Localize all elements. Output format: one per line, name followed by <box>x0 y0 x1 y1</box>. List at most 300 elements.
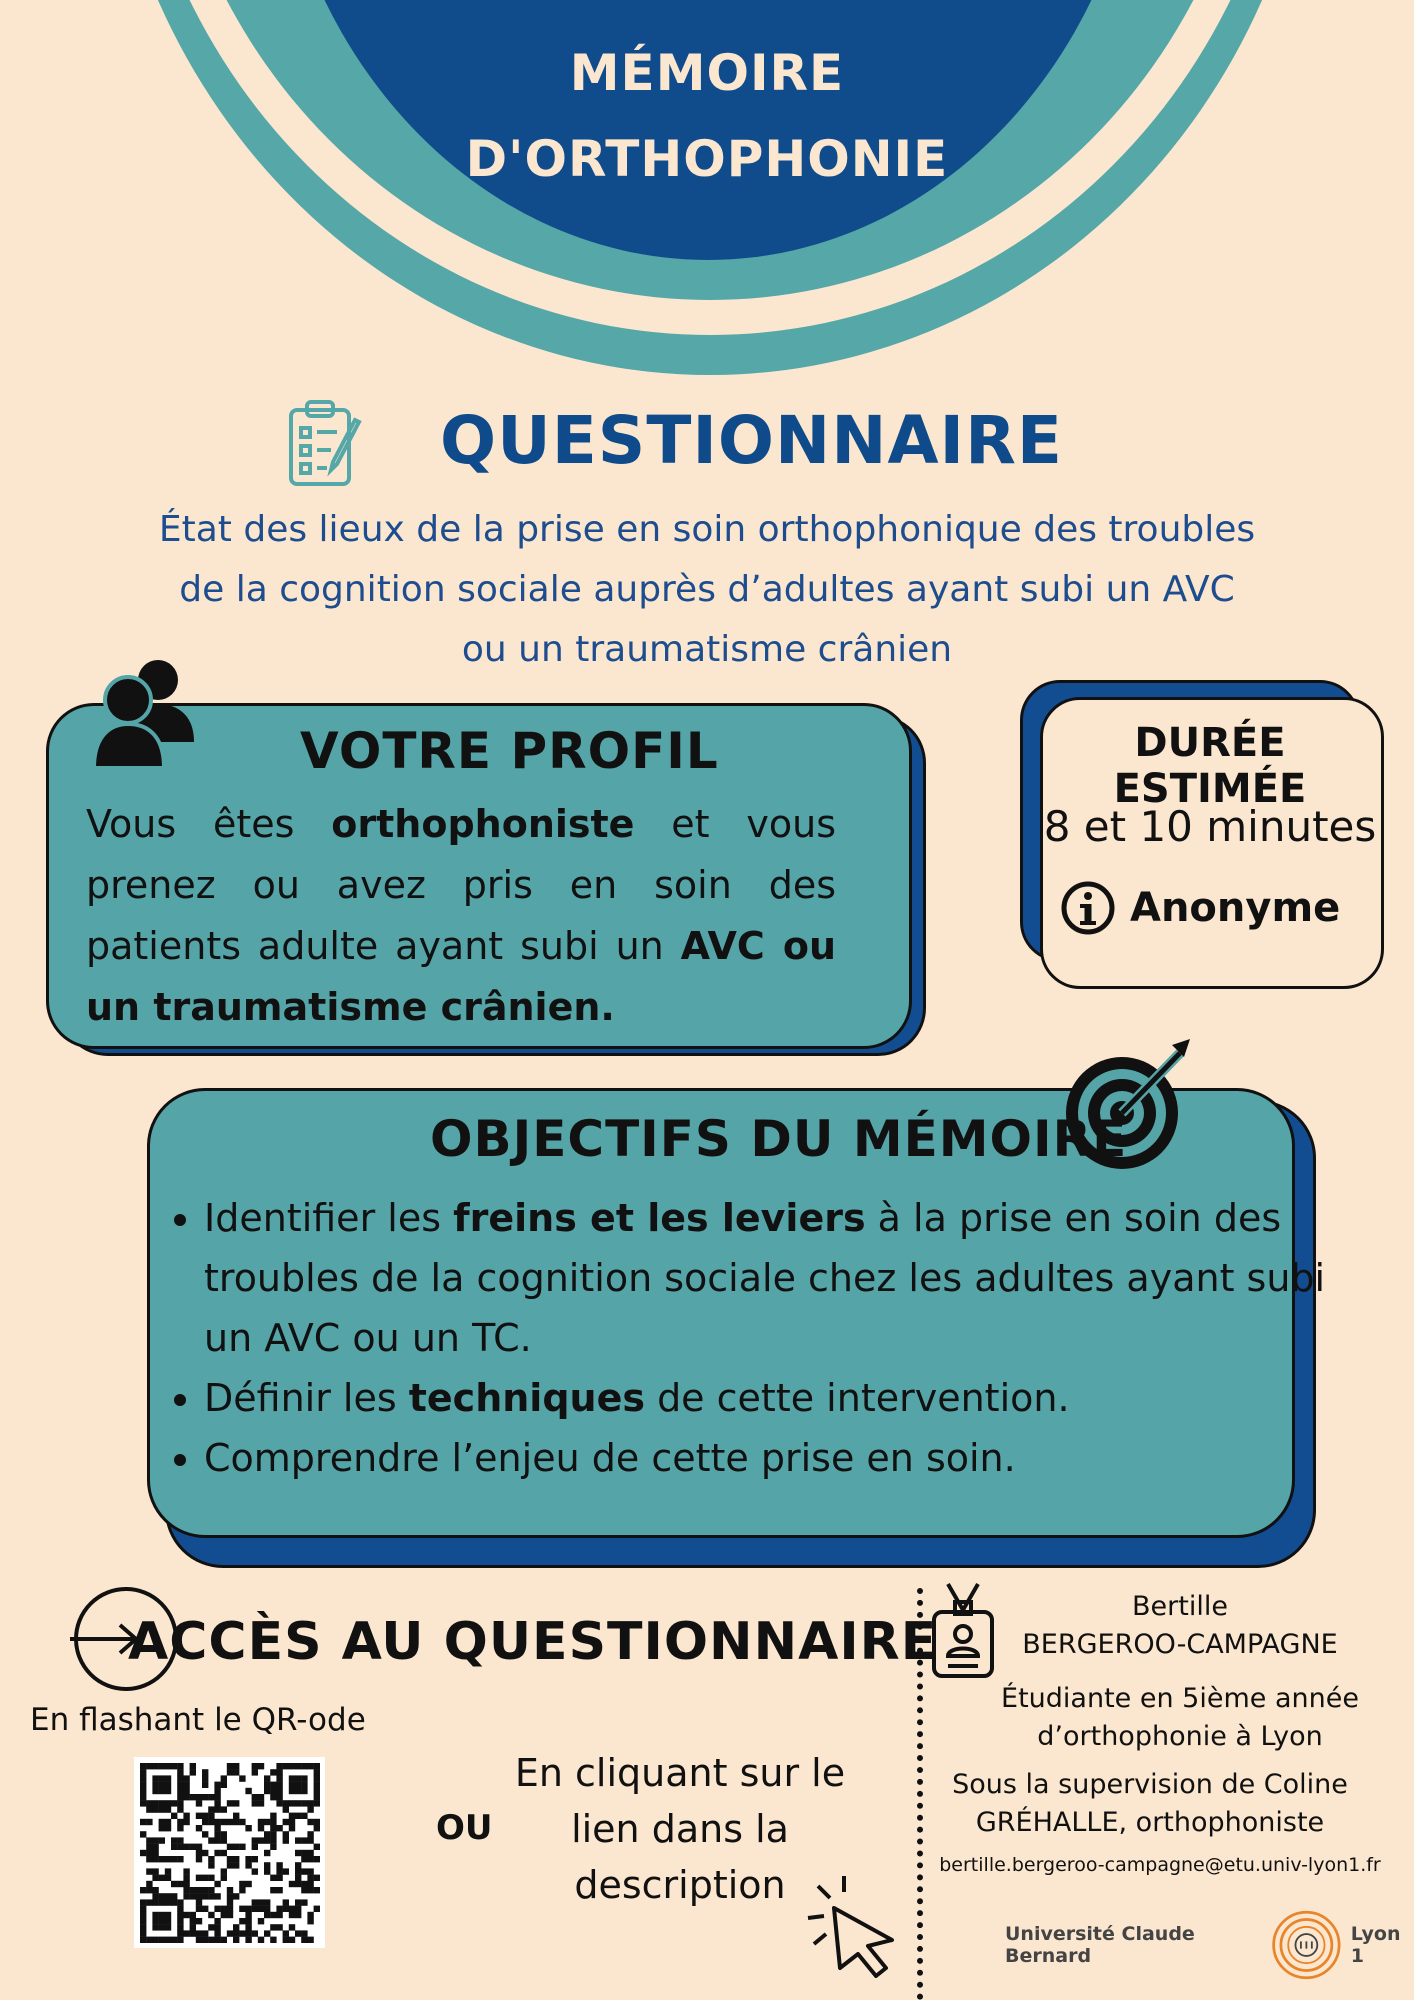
qr-module <box>227 1899 233 1905</box>
link-instruction-line-3: description <box>574 1863 786 1907</box>
qr-instruction: En flashant le QR-ode <box>30 1702 366 1738</box>
qr-module <box>283 1800 289 1806</box>
qr-module <box>202 1850 208 1856</box>
qr-module <box>301 1930 307 1936</box>
author-last-name: BERGEROO-CAMPAGNE <box>1022 1629 1338 1660</box>
qr-module <box>202 1813 208 1819</box>
qr-module <box>270 1819 276 1825</box>
qr-module <box>307 1850 313 1856</box>
qr-module <box>227 1887 233 1893</box>
qr-module <box>289 1775 295 1781</box>
qr-module <box>301 1763 307 1769</box>
qr-module <box>245 1906 251 1912</box>
qr-module <box>276 1875 282 1881</box>
qr-module <box>314 1800 320 1806</box>
qr-module <box>239 1930 245 1936</box>
qr-module <box>165 1819 171 1825</box>
qr-module <box>233 1813 239 1819</box>
qr-module <box>177 1775 183 1781</box>
qr-module <box>208 1813 214 1819</box>
qr-module <box>190 1887 196 1893</box>
qr-module <box>196 1825 202 1831</box>
qr-module <box>289 1813 295 1819</box>
qr-module <box>165 1918 171 1924</box>
university-emblem-icon <box>1270 1905 1343 1985</box>
qr-module <box>252 1837 258 1843</box>
qr-module <box>214 1800 220 1806</box>
qr-module <box>221 1831 227 1837</box>
qr-module <box>307 1881 313 1887</box>
profil-text <box>86 794 836 1038</box>
qr-module <box>196 1893 202 1899</box>
qr-module <box>289 1782 295 1788</box>
qr-module <box>276 1825 282 1831</box>
qr-module <box>307 1937 313 1943</box>
qr-module <box>264 1837 270 1843</box>
qr-module <box>183 1881 189 1887</box>
qr-module <box>252 1800 258 1806</box>
qr-module <box>165 1893 171 1899</box>
qr-module <box>140 1769 146 1775</box>
qr-module <box>159 1856 165 1862</box>
qr-module <box>314 1782 320 1788</box>
author-email[interactable]: bertille.bergeroo-campagne@etu.univ-lyon1.fr <box>939 1854 1381 1876</box>
supervision <box>930 1766 1370 1842</box>
qr-module <box>202 1893 208 1899</box>
objectif-bold: techniques <box>408 1376 645 1420</box>
qr-module <box>295 1837 301 1843</box>
qr-module <box>165 1912 171 1918</box>
qr-module <box>171 1881 177 1887</box>
qr-module <box>171 1813 177 1819</box>
qr-module <box>245 1930 251 1936</box>
qr-module <box>177 1800 183 1806</box>
qr-module <box>196 1899 202 1905</box>
qr-module <box>227 1856 233 1862</box>
qr-module <box>295 1763 301 1769</box>
qr-module <box>159 1763 165 1769</box>
qr-module <box>146 1881 152 1887</box>
qr-module <box>208 1862 214 1868</box>
qr-module <box>295 1775 301 1781</box>
qr-module <box>258 1906 264 1912</box>
qr-module <box>159 1893 165 1899</box>
qr-module <box>283 1906 289 1912</box>
qr-module <box>159 1912 165 1918</box>
qr-module <box>301 1868 307 1874</box>
qr-module <box>208 1875 214 1881</box>
subtitle-line-2: de la cognition sociale auprès d’adultes ayant subi un AVC <box>179 569 1235 610</box>
qr-module <box>295 1813 301 1819</box>
qr-module <box>208 1819 214 1825</box>
qr-module <box>245 1788 251 1794</box>
qr-module <box>233 1893 239 1899</box>
qr-module <box>314 1769 320 1775</box>
objectif-text: à la prise en soin des troubles de la cognition sociale chez les adultes ayant subi un AVC ou un TC. <box>204 1196 1326 1360</box>
people-icon <box>92 656 196 768</box>
qr-module <box>295 1862 301 1868</box>
author-status <box>980 1680 1380 1756</box>
qr-module <box>152 1912 158 1918</box>
qr-module <box>227 1906 233 1912</box>
qr-module <box>214 1806 220 1812</box>
qr-module <box>301 1881 307 1887</box>
profil-title: VOTRE PROFIL <box>300 722 719 780</box>
qr-module <box>264 1788 270 1794</box>
qr-module <box>295 1912 301 1918</box>
qr-module <box>214 1881 220 1887</box>
qr-module <box>307 1912 313 1918</box>
qr-module <box>183 1912 189 1918</box>
qr-module <box>252 1930 258 1936</box>
qr-module <box>202 1930 208 1936</box>
qr-module <box>301 1782 307 1788</box>
qr-module <box>159 1918 165 1924</box>
qr-module <box>258 1937 264 1943</box>
qr-module <box>152 1924 158 1930</box>
qr-module <box>159 1782 165 1788</box>
qr-module <box>264 1831 270 1837</box>
qr-module <box>140 1819 146 1825</box>
qr-module <box>270 1875 276 1881</box>
qr-module <box>233 1862 239 1868</box>
university-name-left: Université Claude Bernard <box>1005 1923 1195 1967</box>
qr-module <box>196 1918 202 1924</box>
qr-module <box>140 1782 146 1788</box>
qr-module <box>307 1837 313 1843</box>
qr-module <box>177 1806 183 1812</box>
qr-module <box>314 1763 320 1769</box>
qr-module <box>283 1899 289 1905</box>
qr-module <box>159 1937 165 1943</box>
qr-module <box>183 1782 189 1788</box>
qr-module <box>314 1794 320 1800</box>
qr-module <box>140 1788 146 1794</box>
qr-module <box>183 1868 189 1874</box>
profil-bold-avc: AVC ou un traumatisme crânien. <box>86 924 836 1029</box>
qr-module <box>301 1850 307 1856</box>
qr-module <box>183 1788 189 1794</box>
qr-module <box>165 1825 171 1831</box>
qr-module <box>295 1868 301 1874</box>
qr-module <box>270 1937 276 1943</box>
qr-module <box>264 1782 270 1788</box>
qr-module <box>295 1875 301 1881</box>
qr-module <box>214 1819 220 1825</box>
questionnaire-subtitle <box>60 500 1354 680</box>
qr-module <box>196 1794 202 1800</box>
qr-module <box>196 1887 202 1893</box>
qr-module <box>146 1819 152 1825</box>
qr-module <box>227 1763 233 1769</box>
qr-module <box>214 1782 220 1788</box>
qr-module <box>165 1899 171 1905</box>
qr-module <box>245 1937 251 1943</box>
qr-module <box>202 1794 208 1800</box>
qr-module <box>165 1806 171 1812</box>
subtitle-line-3: ou un traumatisme crânien <box>461 629 953 670</box>
qr-module <box>301 1887 307 1893</box>
qr-module <box>276 1775 282 1781</box>
qr-module <box>152 1775 158 1781</box>
qr-module <box>239 1881 245 1887</box>
qr-module <box>270 1825 276 1831</box>
qr-module <box>221 1782 227 1788</box>
qr-module <box>165 1937 171 1943</box>
qr-module <box>208 1856 214 1862</box>
qr-module <box>214 1893 220 1899</box>
duree-title: DURÉE ESTIMÉE <box>1113 720 1307 812</box>
qr-module <box>140 1800 146 1806</box>
qr-module <box>152 1763 158 1769</box>
qr-module <box>165 1868 171 1874</box>
qr-module <box>307 1800 313 1806</box>
qr-module <box>152 1875 158 1881</box>
qr-module <box>252 1899 258 1905</box>
supervision-line-2: GRÉHALLE, orthophoniste <box>975 1807 1325 1838</box>
qr-module <box>301 1937 307 1943</box>
id-badge-icon <box>928 1580 998 1680</box>
qr-module <box>190 1763 196 1769</box>
qr-module <box>183 1875 189 1881</box>
qr-module <box>159 1837 165 1843</box>
qr-module <box>289 1906 295 1912</box>
qr-module <box>152 1893 158 1899</box>
qr-module <box>190 1893 196 1899</box>
qr-module <box>146 1837 152 1843</box>
qr-module <box>159 1800 165 1806</box>
qr-module <box>165 1875 171 1881</box>
title-line-1: MÉMOIRE <box>569 44 845 102</box>
qr-module <box>140 1794 146 1800</box>
qr-module <box>196 1813 202 1819</box>
qr-module <box>208 1912 214 1918</box>
qr-module <box>196 1906 202 1912</box>
qr-module <box>307 1806 313 1812</box>
qr-module <box>171 1763 177 1769</box>
qr-module <box>233 1924 239 1930</box>
qr-module <box>140 1887 146 1893</box>
qr-module <box>208 1937 214 1943</box>
qr-module <box>289 1819 295 1825</box>
qr-module <box>140 1918 146 1924</box>
qr-module <box>252 1856 258 1862</box>
qr-module <box>301 1788 307 1794</box>
qr-module <box>221 1875 227 1881</box>
qr-module <box>171 1856 177 1862</box>
qr-module <box>283 1806 289 1812</box>
qr-module <box>221 1775 227 1781</box>
qr-module <box>252 1769 258 1775</box>
author-first-name: Bertille <box>1132 1591 1228 1622</box>
qr-module <box>314 1887 320 1893</box>
qr-module <box>264 1775 270 1781</box>
qr-module <box>245 1912 251 1918</box>
qr-module <box>208 1887 214 1893</box>
qr-module <box>307 1856 313 1862</box>
qr-module <box>301 1813 307 1819</box>
qr-module <box>177 1763 183 1769</box>
qr-module <box>152 1806 158 1812</box>
qr-module <box>152 1868 158 1874</box>
qr-module <box>208 1794 214 1800</box>
qr-module <box>314 1788 320 1794</box>
qr-module <box>190 1918 196 1924</box>
qr-module <box>171 1844 177 1850</box>
qr-module <box>214 1825 220 1831</box>
qr-module <box>190 1912 196 1918</box>
qr-module <box>177 1794 183 1800</box>
qr-module <box>283 1763 289 1769</box>
qr-module <box>233 1819 239 1825</box>
qr-module <box>177 1769 183 1775</box>
qr-module <box>283 1837 289 1843</box>
qr-module <box>307 1819 313 1825</box>
qr-module <box>283 1831 289 1837</box>
qr-module <box>221 1806 227 1812</box>
qr-module <box>314 1856 320 1862</box>
qr-module <box>177 1837 183 1843</box>
qr-module <box>264 1899 270 1905</box>
link-instruction-line-1: En cliquant sur le <box>514 1751 846 1795</box>
qr-module <box>146 1800 152 1806</box>
qr-module <box>140 1912 146 1918</box>
qr-module <box>276 1794 282 1800</box>
qr-module <box>283 1930 289 1936</box>
qr-module <box>289 1924 295 1930</box>
qr-module <box>159 1788 165 1794</box>
qr-module <box>270 1837 276 1843</box>
qr-module <box>190 1844 196 1850</box>
qr-module <box>171 1899 177 1905</box>
qr-module <box>270 1782 276 1788</box>
qr-module <box>276 1862 282 1868</box>
qr-module <box>214 1924 220 1930</box>
qr-module <box>295 1782 301 1788</box>
qr-module <box>177 1788 183 1794</box>
qr-module <box>214 1906 220 1912</box>
qr-module <box>202 1906 208 1912</box>
qr-module <box>227 1844 233 1850</box>
access-title: ACCÈS AU QUESTIONNAIRE <box>128 1612 938 1672</box>
qr-module <box>295 1850 301 1856</box>
anonymous-row <box>1060 880 1340 936</box>
qr-module <box>221 1868 227 1874</box>
qr-module <box>146 1763 152 1769</box>
qr-module <box>152 1837 158 1843</box>
qr-module <box>214 1918 220 1924</box>
qr-module <box>202 1875 208 1881</box>
qr-module <box>159 1775 165 1781</box>
qr-module <box>208 1806 214 1812</box>
qr-module <box>190 1769 196 1775</box>
qr-module <box>140 1930 146 1936</box>
qr-module <box>140 1831 146 1837</box>
qr-module <box>177 1881 183 1887</box>
profil-text-part-2: et vous prenez ou avez pris en soin des patients adulte ayant subi un <box>86 802 836 968</box>
qr-module <box>258 1794 264 1800</box>
qr-module <box>159 1875 165 1881</box>
qr-module <box>152 1788 158 1794</box>
qr-module <box>233 1930 239 1936</box>
qr-module <box>177 1782 183 1788</box>
title-line-2: D'ORTHOPHONIE <box>465 130 949 188</box>
qr-module <box>289 1912 295 1918</box>
qr-module <box>152 1856 158 1862</box>
qr-module <box>227 1819 233 1825</box>
qr-module <box>239 1906 245 1912</box>
qr-module <box>146 1899 152 1905</box>
qr-module <box>307 1868 313 1874</box>
qr-module <box>146 1850 152 1856</box>
qr-module <box>270 1887 276 1893</box>
author-name <box>1000 1588 1360 1664</box>
qr-module <box>152 1850 158 1856</box>
page-title <box>400 30 1014 202</box>
qr-module <box>270 1794 276 1800</box>
qr-module <box>146 1887 152 1893</box>
qr-module <box>295 1788 301 1794</box>
qr-module <box>146 1856 152 1862</box>
qr-module <box>264 1930 270 1936</box>
qr-module <box>196 1850 202 1856</box>
qr-module <box>183 1794 189 1800</box>
qr-module <box>258 1837 264 1843</box>
qr-module <box>202 1937 208 1943</box>
qr-module <box>177 1856 183 1862</box>
qr-module <box>152 1899 158 1905</box>
qr-module <box>258 1918 264 1924</box>
qr-module <box>276 1912 282 1918</box>
qr-module <box>214 1831 220 1837</box>
qr-module <box>208 1837 214 1843</box>
qr-module <box>214 1788 220 1794</box>
qr-module <box>264 1819 270 1825</box>
qr-code[interactable] <box>134 1757 325 1948</box>
qr-module <box>227 1800 233 1806</box>
qr-module <box>276 1788 282 1794</box>
qr-module <box>140 1763 146 1769</box>
qr-module <box>183 1775 189 1781</box>
qr-module <box>252 1868 258 1874</box>
objectif-bold: freins et les leviers <box>453 1196 866 1240</box>
university-name-right: Lyon 1 <box>1350 1923 1401 1967</box>
qr-module <box>190 1794 196 1800</box>
qr-module <box>221 1906 227 1912</box>
objectif-text: Définir les <box>204 1376 409 1420</box>
qr-module <box>214 1837 220 1843</box>
qr-module <box>165 1800 171 1806</box>
qr-module <box>183 1930 189 1936</box>
or-separator: OU <box>436 1808 493 1848</box>
qr-module <box>171 1893 177 1899</box>
qr-module <box>140 1924 146 1930</box>
qr-module <box>233 1800 239 1806</box>
qr-module <box>307 1763 313 1769</box>
qr-module <box>152 1887 158 1893</box>
qr-module <box>295 1906 301 1912</box>
qr-module <box>227 1862 233 1868</box>
qr-module <box>152 1782 158 1788</box>
qr-module <box>214 1930 220 1936</box>
qr-module <box>196 1930 202 1936</box>
qr-module <box>233 1844 239 1850</box>
subtitle-line-1: État des lieux de la prise en soin orthophonique des troubles <box>158 509 1256 550</box>
qr-module <box>270 1924 276 1930</box>
anonymous-label: Anonyme <box>1130 885 1341 931</box>
info-icon <box>1060 880 1116 936</box>
qr-module <box>177 1918 183 1924</box>
